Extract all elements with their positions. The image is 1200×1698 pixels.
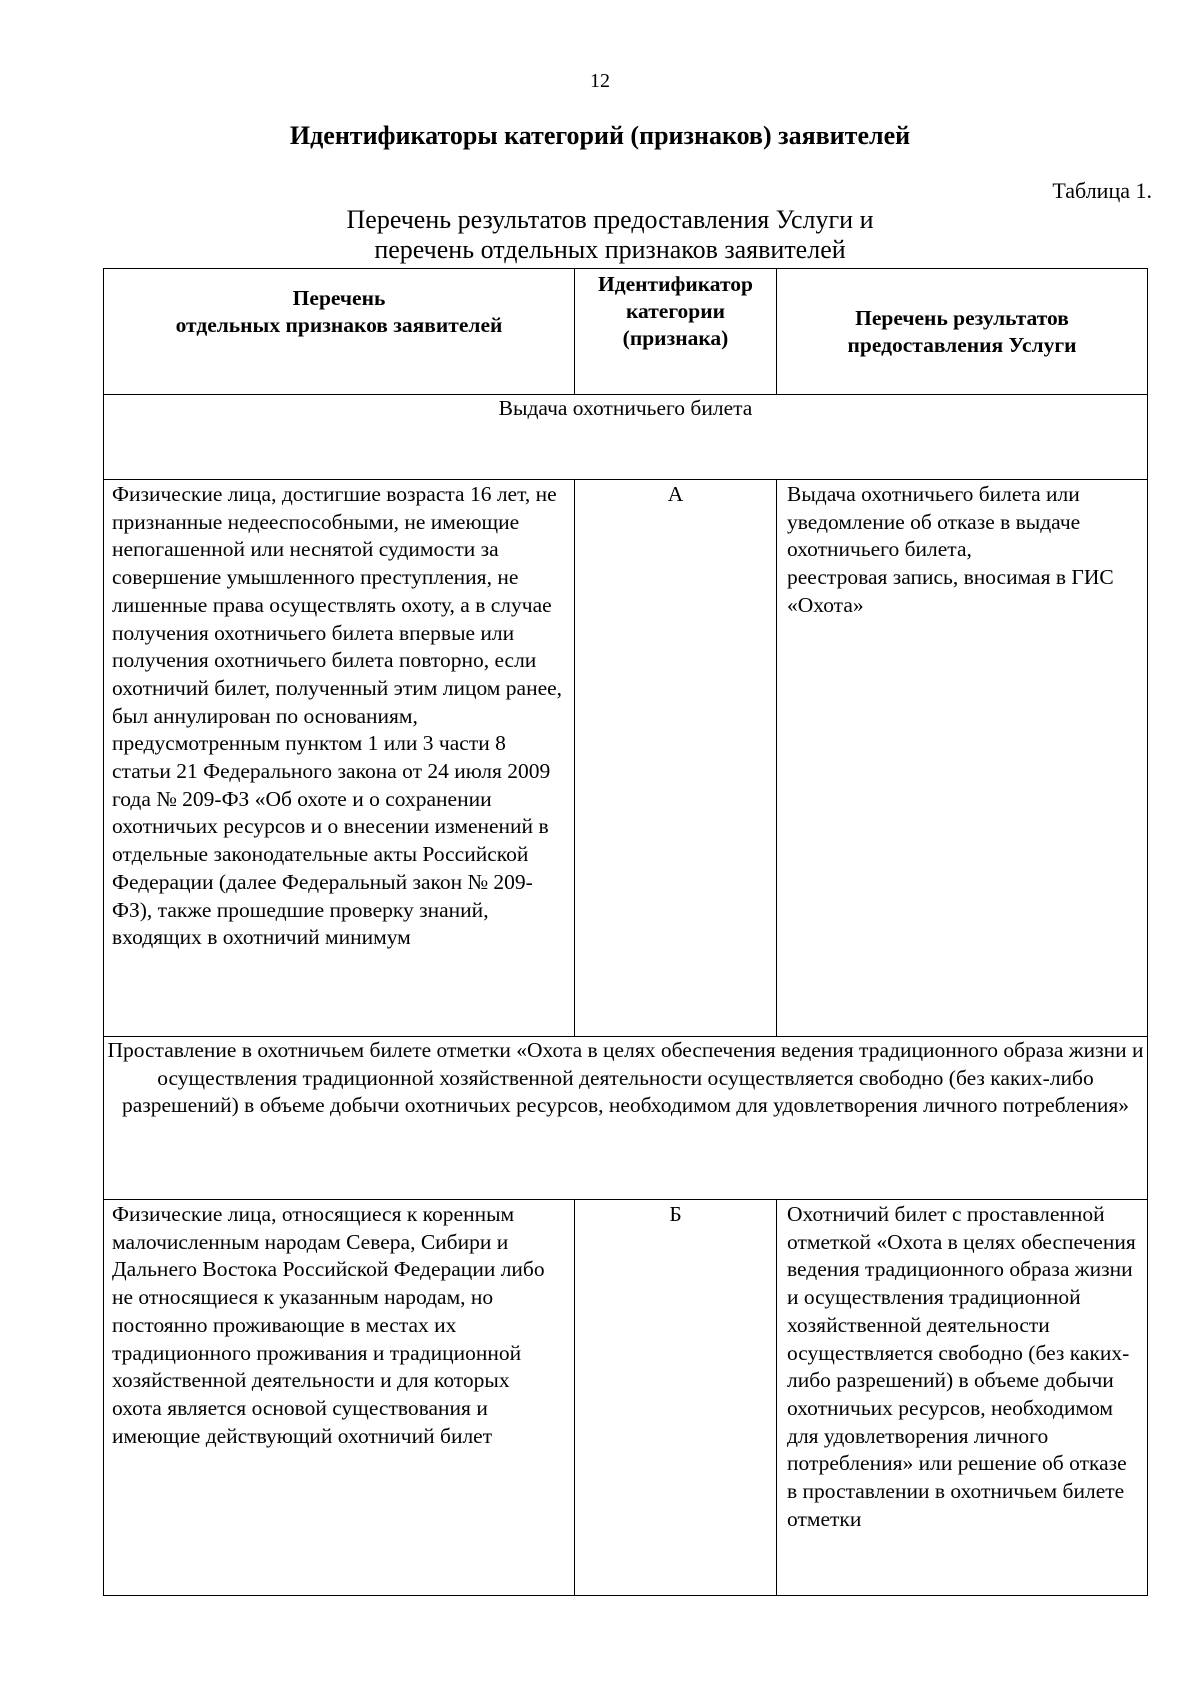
column-header-category-id-line2: категории: [625, 299, 726, 323]
service-result-cell: [777, 480, 1148, 1037]
service-result-cell: Охотничий билет с проставленной отметкой «Охота в целях обеспечения ведения традиционного образа жизни и осуществления традиционной хозяйственной деятельности осуществляется свободно (без каких-либо разрешений) в объеме добычи охотничьих ресурсов, необходимом для удовлетворения личного потребления» или решение об отказе в проставлении в охотничьем билете отметки: [777, 1200, 1148, 1596]
table-header-row: [104, 269, 1148, 395]
column-header-service-results: [777, 269, 1148, 395]
section-row: [104, 395, 1148, 480]
category-id-cell: А: [575, 480, 777, 1037]
column-header-category-id-line3: (признака): [622, 326, 729, 350]
page-number: 12: [590, 70, 610, 92]
column-header-applicant-features-line1: Перечень: [292, 286, 386, 310]
applicant-features-cell: Физические лица, относящиеся к коренным малочисленным народам Севера, Сибири и Дальнего Востока Российской Федерации либо не относящиеся к указанным народам, но постоянно проживающие в местах их традиционного проживания и традиционной хозяйственной деятельности и для которых охота является основой существования и имеющие действующий охотничий билет: [104, 1200, 575, 1596]
category-id-cell: Б: [575, 1200, 777, 1596]
section-title: Выдача охотничьего билета: [104, 395, 1148, 480]
section-title: Проставление в охотничьем билете отметки «Охота в целях обеспечения ведения традиционного образа жизни и осуществления традиционной хозяйственной деятельности осуществляется свободно (без каких-либо разрешений) в объеме добычи охотничьих ресурсов, необходимом для удовлетворения личного потребления»: [104, 1037, 1148, 1200]
column-header-category-id-line1: Идентификатор: [598, 272, 753, 296]
table-caption-line1: Перечень результатов предоставления Услуги и: [346, 205, 874, 234]
applicant-categories-table: [103, 268, 1148, 1596]
table-caption-line2: перечень отдельных признаков заявителей: [374, 235, 846, 264]
section-row: [104, 1037, 1148, 1200]
table-caption: [280, 205, 940, 265]
table-label: Таблица 1.: [1052, 178, 1152, 203]
service-result-line1: Выдача охотничьего билета или уведомление об отказе в выдаче охотничьего билета,: [787, 482, 1081, 562]
table-row: [104, 1200, 1148, 1596]
column-header-service-results-line2: предоставления Услуги: [847, 332, 1077, 357]
table-row: [104, 480, 1148, 1037]
page-title: Идентификаторы категорий (признаков) заявителей: [289, 121, 911, 150]
applicant-features-cell: Физические лица, достигшие возраста 16 лет, не признанные недееспособными, не имеющие непогашенной или неснятой судимости за совершение умышленного преступления, не лишенные права осуществлять охоту, а в случае получения охотничьего билета впервые или получения охотничьего билета повторно, если охотничий билет, полученный этим лицом ранее, был аннулирован по основаниям, предусмотренным пунктом 1 или 3 части 8 статьи 21 Федерального закона от 24 июля 2009 года № 209-ФЗ «Об охоте и о сохранении охотничьих ресурсов и о внесении изменений в отдельные законодательные акты Российской Федерации (далее Федеральный закон № 209-ФЗ), также прошедшие проверку знаний, входящих в охотничий минимум: [104, 480, 575, 1037]
column-header-service-results-line1: Перечень результатов: [855, 305, 1069, 330]
column-header-applicant-features-line2: отдельных признаков заявителей: [175, 313, 503, 337]
column-header-category-id: [575, 269, 777, 395]
service-result-line2: реестровая запись, вносимая в ГИС «Охота»: [787, 565, 1114, 617]
column-header-applicant-features: [104, 269, 575, 395]
